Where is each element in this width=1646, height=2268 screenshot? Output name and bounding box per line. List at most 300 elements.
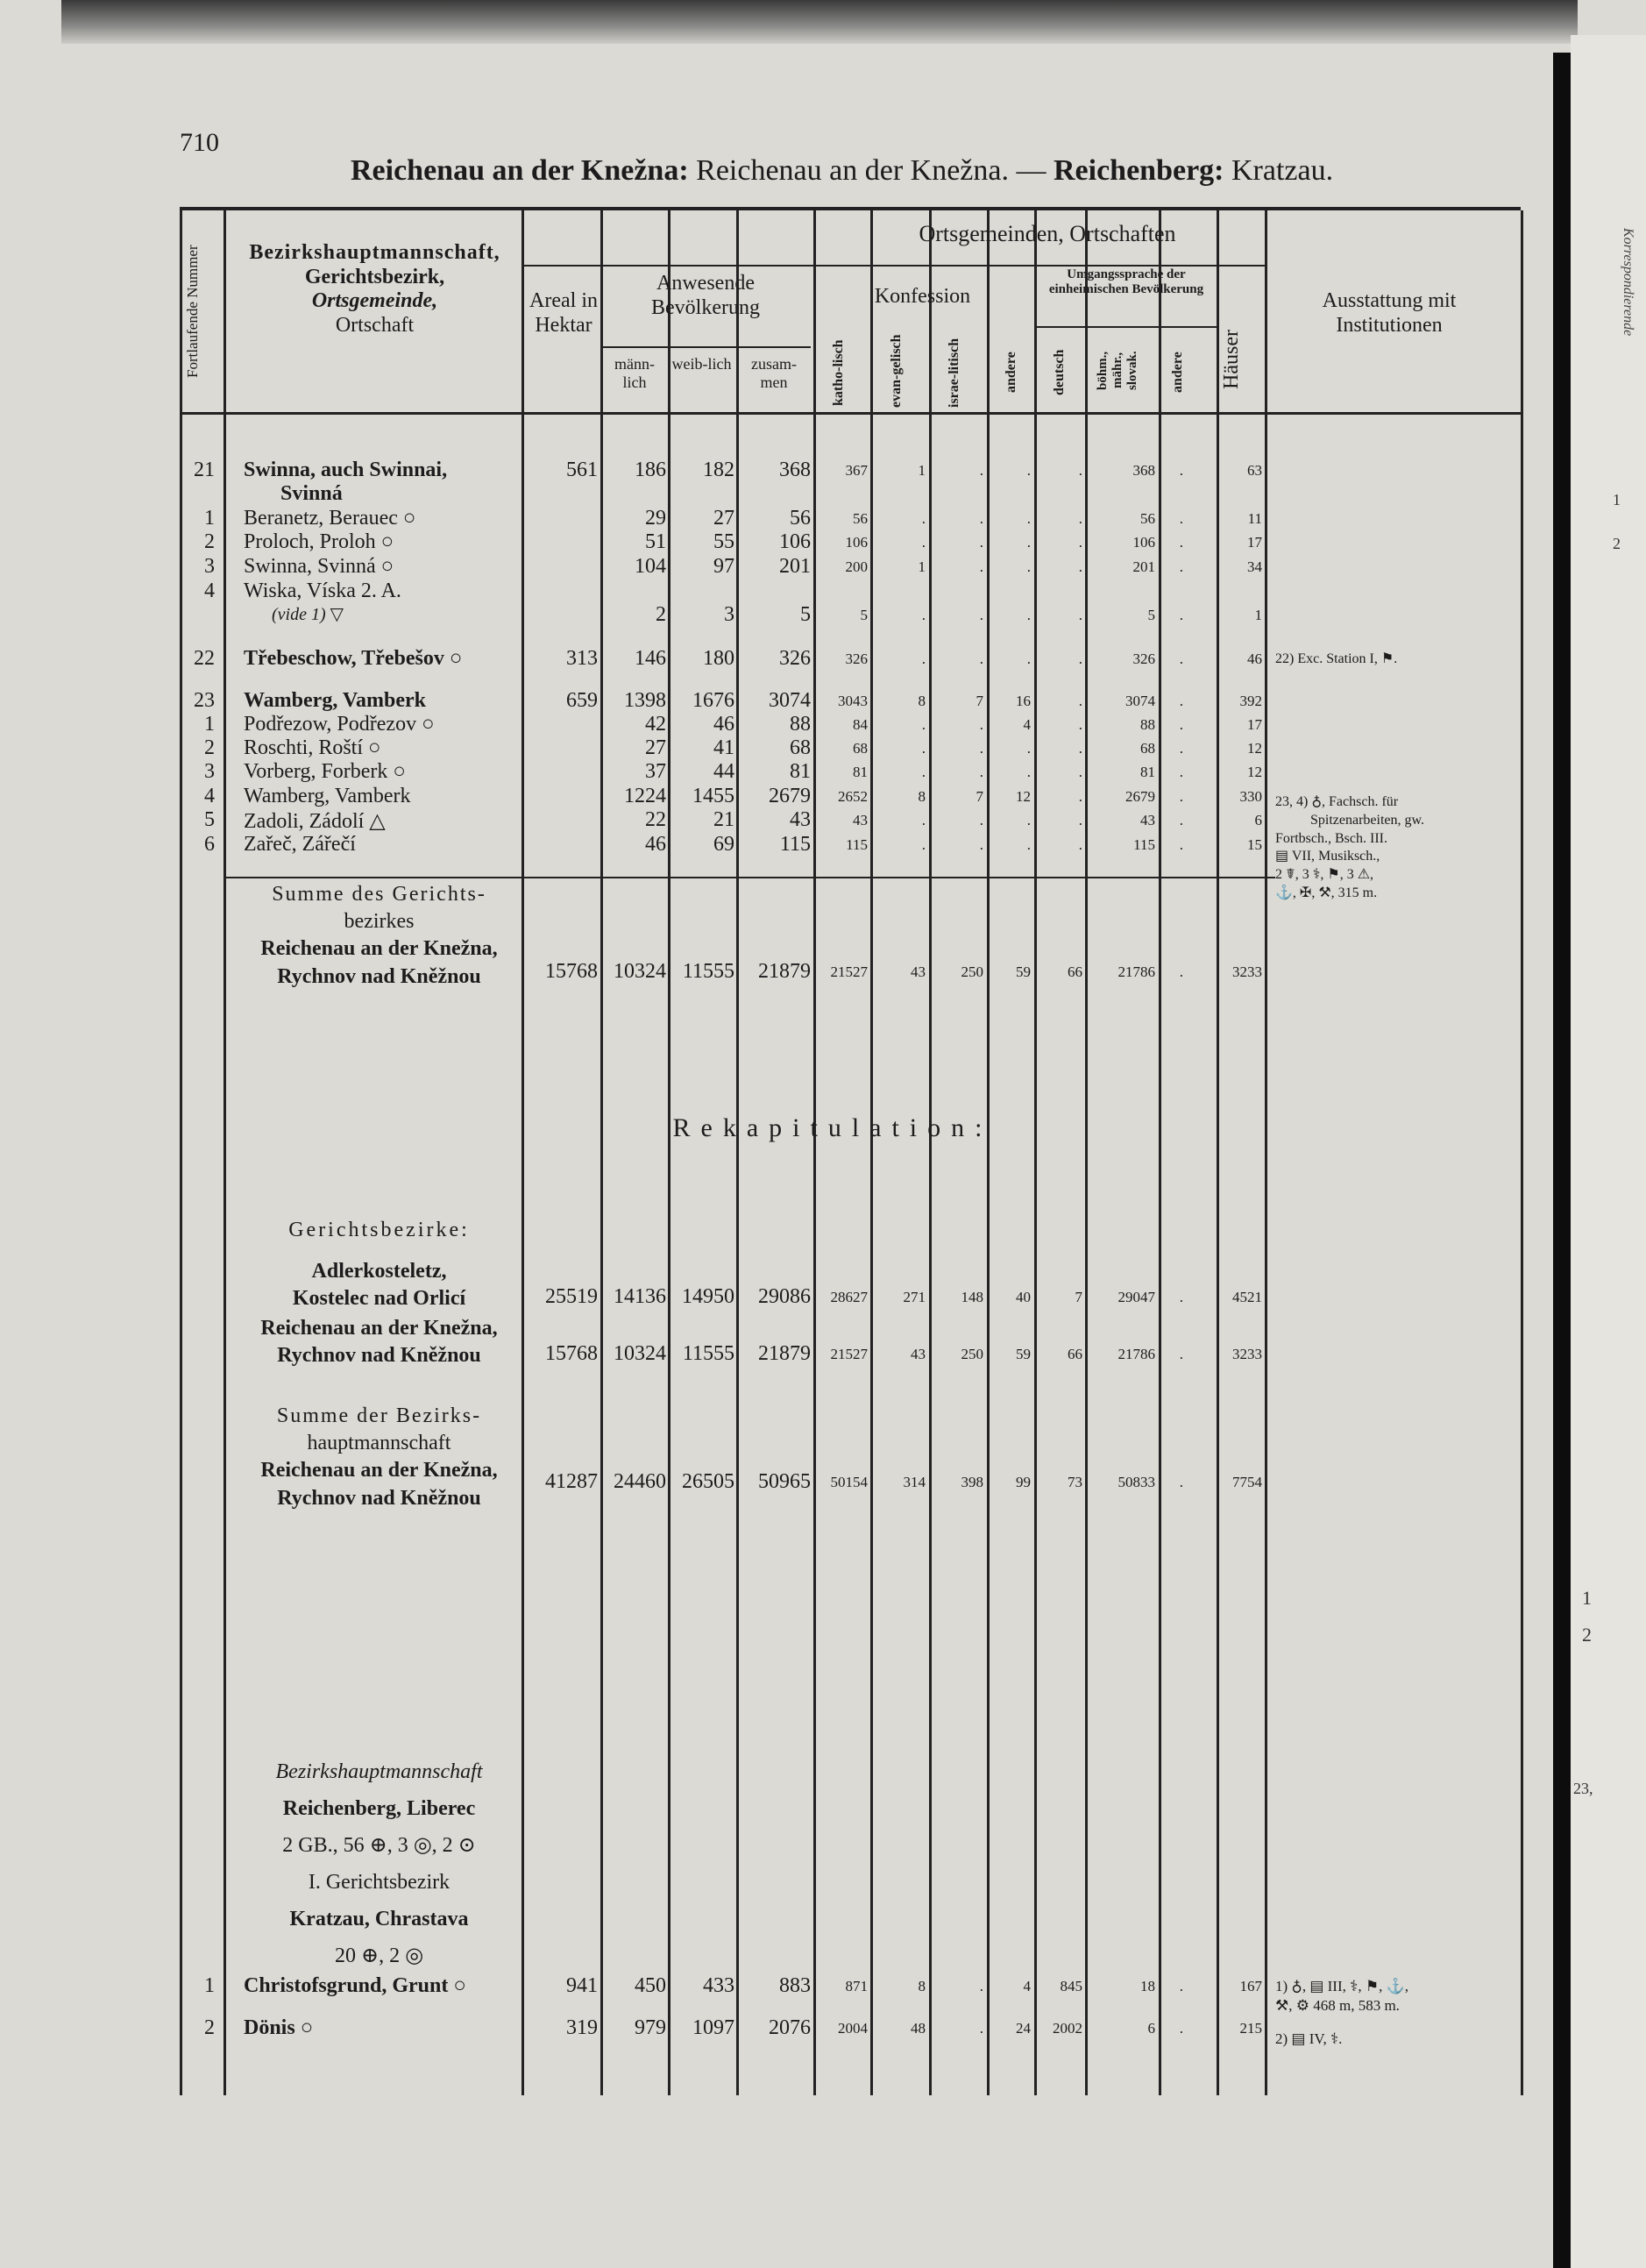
- scan-gutter: [1553, 53, 1571, 2268]
- cell-au: .: [1179, 1346, 1183, 1362]
- cell-evan: 43: [911, 963, 926, 980]
- cell-and: 4: [1023, 716, 1031, 733]
- cell-kath: 21527: [830, 963, 868, 980]
- header-deutsch: deutsch: [1052, 349, 1067, 396]
- column-rule: [521, 1718, 524, 2095]
- adjacent-page-strip: [1571, 35, 1646, 2268]
- header-andere-konfession: andere: [1004, 352, 1018, 394]
- column-rule: [600, 1718, 603, 2095]
- cell-au: .: [1179, 836, 1183, 853]
- cell-dt: 7: [1075, 1289, 1082, 1305]
- header-ausstattung: Ausstattung mit Institutionen: [1322, 289, 1457, 337]
- column-rule: [870, 210, 873, 1245]
- cell-m: 46: [645, 833, 666, 856]
- cell-au: .: [1179, 693, 1183, 709]
- cell-evan: 8: [918, 1978, 926, 1994]
- header-areal: Areal in Hektar: [529, 289, 598, 337]
- row-name: Třebeschow, Třebešov ○: [244, 647, 463, 670]
- column-rule: [929, 210, 932, 1245]
- row-name: Zadoli, Zádolí △: [244, 810, 386, 833]
- column-rule: [813, 210, 816, 1245]
- cell-areal: 313: [566, 647, 598, 670]
- cell-and: 4: [1023, 1978, 1031, 1994]
- row-number: 2: [204, 736, 215, 759]
- scan-top-edge: [61, 0, 1578, 44]
- cell-h: 4521: [1232, 1289, 1262, 1305]
- cell-dt: .: [1078, 651, 1082, 667]
- cell-boh: 29047: [1117, 1289, 1155, 1305]
- column-rule: [1085, 1718, 1088, 2095]
- cell-isr: .: [979, 764, 983, 780]
- cell-m: 42: [645, 713, 666, 736]
- column-rule: [1159, 210, 1161, 1245]
- cell-dt: .: [1078, 788, 1082, 805]
- cell-kath: 5: [860, 607, 868, 623]
- cell-h: 330: [1239, 788, 1262, 805]
- cell-w: 1097: [692, 2016, 734, 2039]
- cell-m: 10324: [614, 1342, 666, 1365]
- cell-m: 51: [645, 530, 666, 553]
- cell-boh: 68: [1140, 740, 1155, 757]
- cell-m: 450: [635, 1974, 666, 1997]
- cell-h: 1: [1254, 607, 1262, 623]
- cell-evan: .: [921, 812, 926, 828]
- header-ortsgemeinden: Ortsgemeinden, Ortschaften: [919, 221, 1176, 246]
- cell-and: 16: [1016, 693, 1031, 709]
- cell-isr: 250: [961, 963, 983, 980]
- cell-au: .: [1179, 1289, 1183, 1305]
- cell-m: 2: [656, 603, 666, 626]
- cell-dt: .: [1078, 836, 1082, 853]
- cell-kath: 3043: [838, 693, 868, 709]
- cell-m: 24460: [614, 1470, 666, 1493]
- summe-rule: [223, 877, 1275, 878]
- cell-and: .: [1026, 764, 1031, 780]
- reichenberg-note-1: 1) ♁, ▤ III, ⚕, ⚑, ⚓, ⚒, ⚙ 468 m, 583 m.: [1275, 1978, 1408, 2015]
- row-name: Christofsgrund, Grunt ○: [244, 1974, 466, 1997]
- cell-dt: 66: [1068, 1346, 1082, 1362]
- row-number: 22: [194, 647, 215, 670]
- summe-gericht-label: Summe des Gerichts- bezirkes Reichenau an der Knežna, Rychnov nad Kněžnou: [260, 883, 498, 988]
- column-rule: [223, 210, 226, 1245]
- cell-dt: .: [1078, 812, 1082, 828]
- cell-h: 7754: [1232, 1474, 1262, 1490]
- cell-w: 1455: [692, 785, 734, 807]
- column-rule: [1085, 210, 1088, 1245]
- cell-m: 104: [635, 555, 666, 578]
- cell-areal: 561: [566, 459, 598, 481]
- header-weiblich: weib-lich: [671, 355, 732, 373]
- cell-h: 6: [1254, 812, 1262, 828]
- cell-au: .: [1179, 716, 1183, 733]
- cell-h: 34: [1247, 558, 1262, 575]
- column-rule: [1159, 1718, 1161, 2095]
- row-number: 5: [204, 808, 215, 831]
- cell-evan: 8: [918, 693, 926, 709]
- cell-z: 326: [779, 647, 811, 670]
- cell-boh: 3074: [1125, 693, 1155, 709]
- cell-boh: 2679: [1125, 788, 1155, 805]
- cell-and: 59: [1016, 1346, 1031, 1362]
- cell-au: .: [1179, 963, 1183, 980]
- cell-z: 21879: [758, 1342, 811, 1365]
- rekap-title: Rekapitulation:: [672, 1113, 993, 1142]
- cell-au: .: [1179, 510, 1183, 527]
- cell-evan: 43: [911, 1346, 926, 1362]
- header-bezirk: Bezirkshauptmannschaft, Gerichtsbezirk, Ortsgemeinde, Ortschaft: [249, 241, 500, 337]
- cell-z: 43: [790, 808, 811, 831]
- column-rule: [929, 1718, 932, 2095]
- cell-and: .: [1026, 812, 1031, 828]
- cell-boh: 5: [1147, 607, 1155, 623]
- row-number: 3: [204, 760, 215, 783]
- cell-h: 63: [1247, 462, 1262, 479]
- row-number: 4: [204, 785, 215, 807]
- cell-dt: 73: [1068, 1474, 1082, 1490]
- cell-evan: .: [921, 836, 926, 853]
- cell-z: 3074: [769, 689, 811, 712]
- cell-boh: 18: [1140, 1978, 1155, 1994]
- row-name: (vide 1) ▽: [272, 605, 344, 624]
- row-name: Swinna, Svinná ○: [244, 555, 394, 578]
- cell-dt: .: [1078, 764, 1082, 780]
- cell-h: 3233: [1232, 963, 1262, 980]
- column-rule: [180, 210, 182, 2095]
- row-name: Zařeč, Zářečí: [244, 833, 356, 856]
- page-number: 710: [180, 128, 219, 157]
- cell-areal: 15768: [545, 1342, 598, 1365]
- cell-m: 10324: [614, 960, 666, 983]
- cell-areal: 41287: [545, 1470, 598, 1493]
- cell-h: 17: [1247, 716, 1262, 733]
- column-rule: [1034, 1718, 1037, 2095]
- adjacent-num-2: 2: [1582, 1624, 1592, 1646]
- cell-isr: .: [979, 1978, 983, 1994]
- row-name: Wamberg, Vamberk: [244, 689, 427, 712]
- cell-z: 5: [800, 603, 811, 626]
- cell-w: 55: [713, 530, 734, 553]
- cell-isr: .: [979, 510, 983, 527]
- cell-dt: .: [1078, 716, 1082, 733]
- cell-m: 146: [635, 647, 666, 670]
- cell-isr: 7: [976, 788, 983, 805]
- cell-kath: 81: [853, 764, 868, 780]
- cell-z: 88: [790, 713, 811, 736]
- row-number: 6: [204, 833, 215, 856]
- cell-kath: 2004: [838, 2020, 868, 2037]
- column-rule: [736, 1718, 739, 2095]
- cell-w: 11555: [682, 1342, 734, 1365]
- row-number: 1: [204, 507, 215, 530]
- cell-w: 97: [713, 555, 734, 578]
- header-andere-sprache: andere: [1170, 352, 1185, 394]
- cell-kath: 200: [845, 558, 868, 575]
- adjacent-num-3: 1: [1613, 491, 1621, 508]
- row-name: Svinná: [280, 482, 343, 505]
- adjacent-num-4: 2: [1613, 535, 1621, 552]
- column-rule: [1034, 210, 1037, 1245]
- cell-evan: .: [921, 510, 926, 527]
- cell-dt: .: [1078, 607, 1082, 623]
- cell-boh: 21786: [1117, 963, 1155, 980]
- header-zusammen: zusam-men: [751, 355, 797, 391]
- row-number: 2: [204, 530, 215, 553]
- cell-isr: .: [979, 534, 983, 551]
- cell-isr: .: [979, 2020, 983, 2037]
- row-number: 2: [204, 2016, 215, 2039]
- column-rule: [1217, 210, 1219, 1245]
- cell-z: 50965: [758, 1470, 811, 1493]
- note-23: 23, 4) ♁, Fachsch. für Spitzenarbeiten, gw. Fortbsch., Bsch. III. ▤ VII, Musiksch., 2 ☤, 3 ⚕, ⚑, 3 ⚠, ⚓, ✠, ⚒, 315 m.: [1275, 794, 1425, 900]
- cell-and: 24: [1016, 2020, 1031, 2037]
- cell-and: .: [1026, 651, 1031, 667]
- cell-w: 41: [713, 736, 734, 759]
- cell-isr: .: [979, 716, 983, 733]
- cell-boh: 81: [1140, 764, 1155, 780]
- cell-h: 392: [1239, 693, 1262, 709]
- cell-kath: 115: [846, 836, 868, 853]
- cell-kath: 326: [845, 651, 868, 667]
- row-number: 1: [204, 1974, 215, 1997]
- cell-isr: .: [979, 607, 983, 623]
- rekap-subtitle: Gerichtsbezirke:: [288, 1219, 470, 1241]
- cell-w: 44: [713, 760, 734, 783]
- cell-h: 3233: [1232, 1346, 1262, 1362]
- cell-kath: 21527: [830, 1346, 868, 1362]
- cell-and: .: [1026, 534, 1031, 551]
- cell-au: .: [1179, 534, 1183, 551]
- row-number: 21: [194, 459, 215, 481]
- cell-isr: .: [979, 651, 983, 667]
- cell-boh: 56: [1140, 510, 1155, 527]
- cell-boh: 21786: [1117, 1346, 1155, 1362]
- cell-and: .: [1026, 558, 1031, 575]
- column-rule: [870, 1718, 873, 2095]
- row-name: Wiska, Víska 2. A.: [244, 579, 401, 602]
- cell-au: .: [1179, 1978, 1183, 1994]
- header-maennlich: männ-lich: [614, 355, 655, 391]
- cell-h: 215: [1239, 2020, 1262, 2037]
- cell-h: 46: [1247, 651, 1262, 667]
- cell-w: 182: [703, 459, 734, 481]
- header-haeuser: Häuser: [1220, 330, 1243, 389]
- cell-and: 99: [1016, 1474, 1031, 1490]
- column-rule: [1217, 1718, 1219, 2095]
- cell-m: 979: [635, 2016, 666, 2039]
- cell-m: 14136: [614, 1285, 666, 1308]
- cell-m: 37: [645, 760, 666, 783]
- cell-isr: .: [979, 740, 983, 757]
- column-rule: [668, 1718, 670, 2095]
- cell-kath: 56: [853, 510, 868, 527]
- header-sub-rule: [1034, 326, 1218, 328]
- cell-boh: 50833: [1117, 1474, 1155, 1490]
- column-rule: [813, 1718, 816, 2095]
- header-sub-rule-2: [600, 346, 811, 348]
- cell-kath: 50154: [830, 1474, 868, 1490]
- rekap-adlerkosteletz: Adlerkosteletz, Kostelec nad Orlicí: [292, 1260, 466, 1311]
- cell-z: 106: [779, 530, 811, 553]
- cell-areal: 659: [566, 689, 598, 712]
- cell-w: 1676: [692, 689, 734, 712]
- cell-evan: .: [921, 716, 926, 733]
- cell-dt: .: [1078, 693, 1082, 709]
- cell-z: 2076: [769, 2016, 811, 2039]
- header-israelitisch: israe-litisch: [947, 338, 961, 408]
- cell-m: 27: [645, 736, 666, 759]
- cell-au: .: [1179, 558, 1183, 575]
- adjacent-num-1: 1: [1582, 1587, 1592, 1609]
- column-rule: [987, 1718, 990, 2095]
- cell-dt: 66: [1068, 963, 1082, 980]
- cell-m: 1398: [624, 689, 666, 712]
- cell-isr: .: [979, 812, 983, 828]
- column-rule: [1521, 210, 1523, 2095]
- cell-and: .: [1026, 510, 1031, 527]
- cell-h: 12: [1247, 764, 1262, 780]
- cell-boh: 6: [1147, 2020, 1155, 2037]
- cell-au: .: [1179, 607, 1183, 623]
- header-bottom-rule: [180, 412, 1521, 415]
- cell-m: 186: [635, 459, 666, 481]
- cell-boh: 88: [1140, 716, 1155, 733]
- row-number: 23: [194, 689, 215, 712]
- row-name: Swinna, auch Swinnai,: [244, 459, 448, 481]
- cell-kath: 2652: [838, 788, 868, 805]
- column-rule: [1265, 210, 1267, 1245]
- header-katholisch: katho-lisch: [831, 339, 846, 406]
- cell-z: 115: [779, 833, 811, 856]
- cell-evan: 314: [903, 1474, 926, 1490]
- cell-w: 180: [703, 647, 734, 670]
- cell-evan: .: [921, 740, 926, 757]
- cell-z: 368: [779, 459, 811, 481]
- adjacent-vertical-header: Korrespondierende: [1621, 228, 1635, 337]
- cell-evan: .: [921, 764, 926, 780]
- row-name: Roschti, Roští ○: [244, 736, 381, 759]
- row-name: Proloch, Proloh ○: [244, 530, 394, 553]
- cell-boh: 326: [1132, 651, 1155, 667]
- row-number: 3: [204, 555, 215, 578]
- cell-kath: 68: [853, 740, 868, 757]
- cell-kath: 871: [845, 1978, 868, 1994]
- cell-and: .: [1026, 836, 1031, 853]
- row-name: Wamberg, Vamberk: [244, 785, 411, 807]
- cell-and: 40: [1016, 1289, 1031, 1305]
- row-number: 4: [204, 579, 215, 602]
- cell-h: 12: [1247, 740, 1262, 757]
- header-evangelisch: evan-gelisch: [889, 334, 904, 408]
- column-rule: [223, 1718, 226, 2095]
- reichenberg-note-2: 2) ▤ IV, ⚕.: [1275, 2030, 1343, 2047]
- cell-dt: .: [1078, 558, 1082, 575]
- cell-isr: 148: [961, 1289, 983, 1305]
- cell-and: 12: [1016, 788, 1031, 805]
- cell-evan: 1: [918, 558, 926, 575]
- cell-isr: 398: [961, 1474, 983, 1490]
- cell-z: 883: [779, 1974, 811, 1997]
- rekap-summe-label: Summe der Bezirks- hauptmannschaft Reichenau an der Knežna, Rychnov nad Kněžnou: [260, 1404, 498, 1510]
- cell-h: 11: [1247, 510, 1262, 527]
- cell-z: 201: [779, 555, 811, 578]
- rekap-reichenau: Reichenau an der Knežna, Rychnov nad Kněžnou: [260, 1317, 498, 1368]
- cell-isr: 250: [961, 1346, 983, 1362]
- cell-evan: 271: [903, 1289, 926, 1305]
- cell-isr: 7: [976, 693, 983, 709]
- row-note: 22) Exc. Station I, ⚑.: [1275, 651, 1398, 666]
- cell-w: 433: [703, 1974, 734, 1997]
- column-rule: [521, 210, 524, 1245]
- cell-au: .: [1179, 764, 1183, 780]
- row-name: Dönis ○: [244, 2016, 314, 2039]
- header-bevoelkerung: Anwesende Bevölkerung: [651, 272, 760, 319]
- cell-au: .: [1179, 812, 1183, 828]
- cell-m: 22: [645, 808, 666, 831]
- cell-boh: 115: [1133, 836, 1155, 853]
- cell-dt: 845: [1060, 1978, 1082, 1994]
- cell-areal: 15768: [545, 960, 598, 983]
- header-konfession: Konfession: [874, 285, 971, 308]
- reichenberg-heading: Bezirkshauptmannschaft Reichenberg, Liberec 2 GB., 56 ⊕, 3 ◎, 2 ⊙ I. Gerichtsbezirk Kratzau, Chrastava 20 ⊕, 2 ◎: [275, 1760, 483, 1967]
- row-name: Beranetz, Berauec ○: [244, 507, 416, 530]
- cell-isr: .: [979, 462, 983, 479]
- cell-z: 68: [790, 736, 811, 759]
- cell-w: 21: [713, 808, 734, 831]
- cell-boh: 106: [1132, 534, 1155, 551]
- header-umgangssprache: Umgangssprache der einheimischen Bevölkerung: [1048, 267, 1204, 297]
- cell-and: 59: [1016, 963, 1031, 980]
- cell-h: 17: [1247, 534, 1262, 551]
- row-number: 1: [204, 713, 215, 736]
- cell-w: 14950: [682, 1285, 734, 1308]
- cell-z: 56: [790, 507, 811, 530]
- row-name: Podřezow, Podřezov ○: [244, 713, 435, 736]
- cell-evan: .: [921, 607, 926, 623]
- cell-and: .: [1026, 607, 1031, 623]
- cell-areal: 941: [566, 1974, 598, 1997]
- cell-w: 26505: [682, 1470, 734, 1493]
- header-group-rule: [521, 265, 1266, 267]
- cell-dt: 2002: [1053, 2020, 1082, 2037]
- page-title: Reichenau an der Knežna: Reichenau an der Knežna. — Reichenberg: Kratzau.: [351, 154, 1334, 187]
- cell-areal: 25519: [545, 1285, 598, 1308]
- cell-boh: 201: [1132, 558, 1155, 575]
- cell-z: 81: [790, 760, 811, 783]
- cell-kath: 43: [853, 812, 868, 828]
- cell-and: .: [1026, 740, 1031, 757]
- cell-z: 21879: [758, 960, 811, 983]
- cell-h: 15: [1247, 836, 1262, 853]
- cell-dt: .: [1078, 534, 1082, 551]
- cell-m: 29: [645, 507, 666, 530]
- cell-w: 69: [713, 833, 734, 856]
- table-top-rule: [180, 207, 1521, 210]
- header-boehm: böhm., mähr., slovak.: [1096, 351, 1139, 390]
- cell-au: .: [1179, 462, 1183, 479]
- cell-areal: 319: [566, 2016, 598, 2039]
- cell-kath: 367: [845, 462, 868, 479]
- adjacent-num-5: 23,: [1573, 1780, 1593, 1797]
- cell-m: 1224: [624, 785, 666, 807]
- header-nummer: Fortlaufende Nummer: [184, 245, 201, 378]
- cell-isr: .: [979, 558, 983, 575]
- cell-au: .: [1179, 740, 1183, 757]
- cell-h: 167: [1239, 1978, 1262, 1994]
- cell-evan: 8: [918, 788, 926, 805]
- cell-au: .: [1179, 2020, 1183, 2037]
- cell-evan: 48: [911, 2020, 926, 2037]
- column-rule: [1265, 1718, 1267, 2095]
